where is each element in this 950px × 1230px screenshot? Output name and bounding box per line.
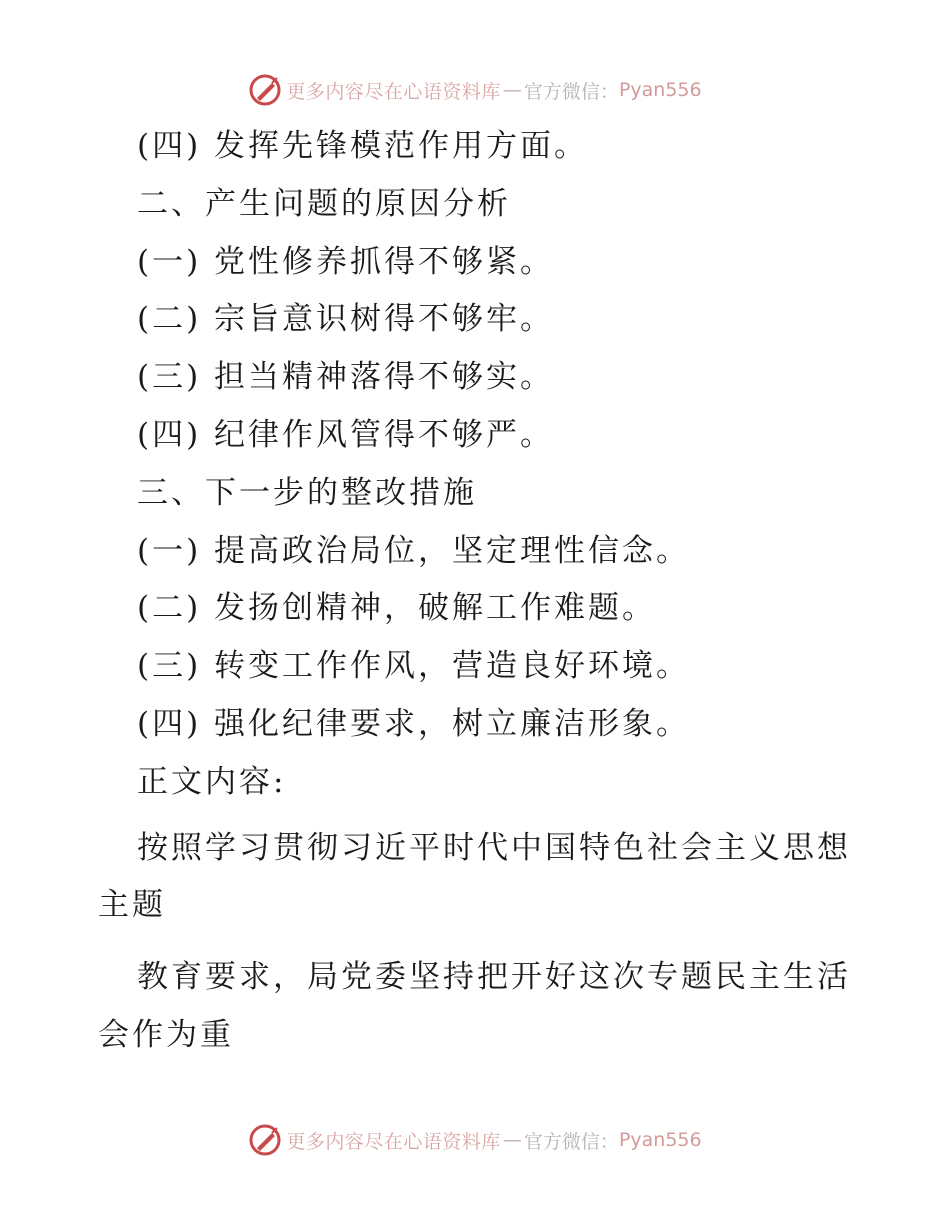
watermark-label: 官方微信： <box>523 80 619 103</box>
watermark-dash: — <box>502 1129 522 1151</box>
outline-item: (三) 转变工作作风，营造良好环境。 <box>137 648 691 685</box>
paragraph-line: 会作为重 <box>98 1016 234 1053</box>
outline-item: (二) 宗旨意识树得不够牢。 <box>137 301 555 338</box>
section-heading: 三、下一步的整改措施 <box>137 474 477 511</box>
paragraph-line: 按照学习贯彻习近平时代中国特色社会主义思想 <box>137 829 851 866</box>
watermark-label: 官方微信： <box>523 1130 619 1153</box>
watermark-text: 更多内容尽在心语资料库 <box>286 1130 501 1153</box>
watermark-dash: — <box>502 79 522 101</box>
quill-logo-icon <box>248 1123 282 1157</box>
outline-item: (三) 担当精神落得不够实。 <box>137 359 555 396</box>
watermark-text: 更多内容尽在心语资料库 <box>286 80 501 103</box>
outline-item: (一) 党性修养抓得不够紧。 <box>137 243 555 280</box>
outline-item: (二) 发扬创精神，破解工作难题。 <box>137 590 657 627</box>
watermark-id: Pyan556 <box>618 79 702 101</box>
section-heading: 二、产生问题的原因分析 <box>137 185 511 222</box>
outline-item: (四) 纪律作风管得不够严。 <box>137 416 555 453</box>
outline-item: (四) 发挥先锋模范作用方面。 <box>137 128 589 164</box>
outline-item: (一) 提高政治局位，坚定理性信念。 <box>137 532 691 569</box>
footer-watermark <box>0 1120 950 1160</box>
body-label: 正文内容: <box>137 763 287 800</box>
header-watermark <box>0 70 950 110</box>
document-body <box>0 118 950 1065</box>
paragraph-line: 主题 <box>98 887 166 924</box>
watermark-id: Pyan556 <box>618 1129 702 1151</box>
outline-item: (四) 强化纪律要求，树立廉洁形象。 <box>137 705 691 742</box>
paragraph-line: 教育要求，局党委坚持把开好这次专题民主生活 <box>137 959 851 996</box>
quill-logo-icon <box>248 73 282 107</box>
